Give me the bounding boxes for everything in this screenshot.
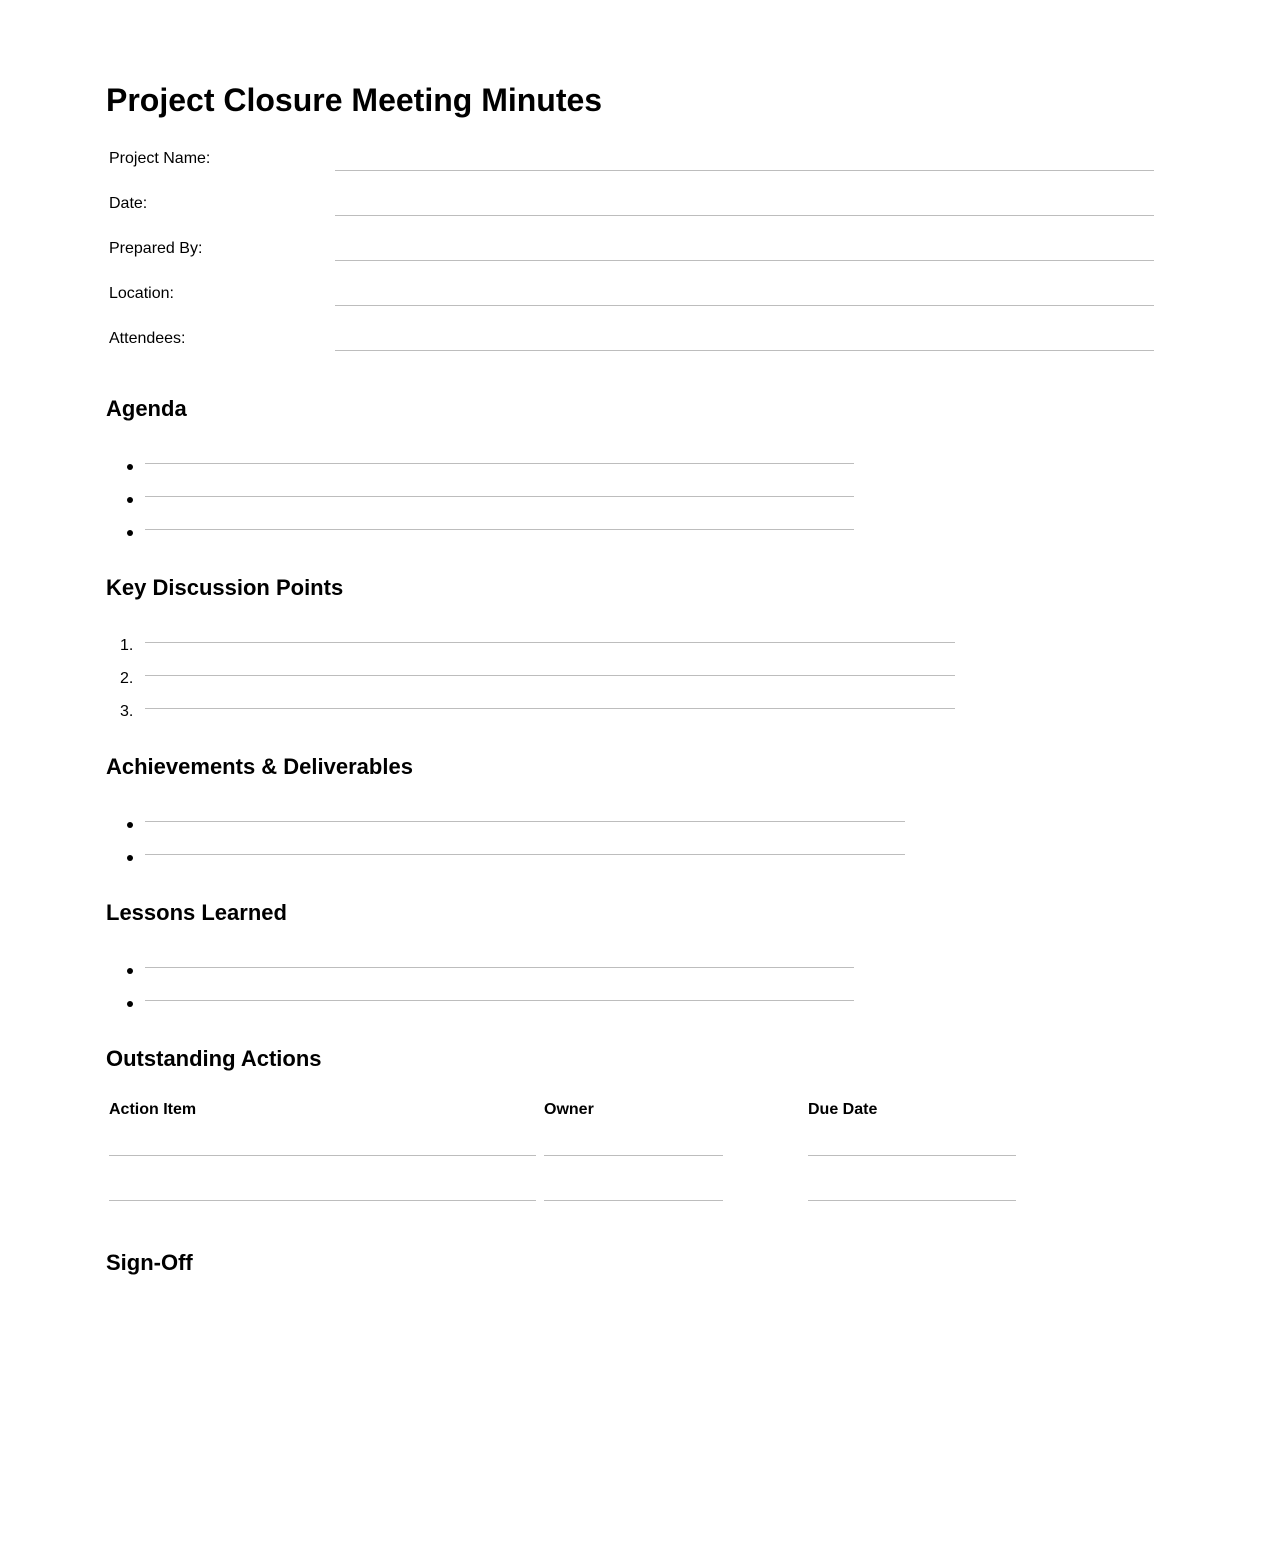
date-input-line[interactable]: [335, 215, 1154, 216]
achievement-item-line[interactable]: [145, 821, 905, 822]
bullet-icon: [127, 968, 133, 974]
list-number: 2.: [120, 670, 134, 687]
discussion-item-line[interactable]: [145, 708, 955, 709]
section-heading-discussion: Key Discussion Points: [106, 575, 344, 600]
location-input-line[interactable]: [335, 305, 1154, 306]
action-item-cell[interactable]: [109, 1155, 536, 1156]
agenda-item-line[interactable]: [145, 463, 854, 464]
attendees-input-line[interactable]: [335, 350, 1154, 351]
prepared-by-input-line[interactable]: [335, 260, 1154, 261]
agenda-item-line[interactable]: [145, 529, 854, 530]
column-header-due-date: Due Date: [808, 1101, 878, 1118]
owner-cell[interactable]: [544, 1200, 723, 1201]
field-label: Project Name:: [109, 150, 211, 167]
bullet-icon: [127, 822, 133, 828]
field-label: Date:: [109, 195, 148, 212]
field-label: Location:: [109, 285, 174, 302]
section-heading-actions: Outstanding Actions: [106, 1046, 322, 1071]
section-heading-signoff: Sign-Off: [106, 1250, 193, 1275]
bullet-icon: [127, 855, 133, 861]
action-item-cell[interactable]: [109, 1200, 536, 1201]
list-number: 3.: [120, 703, 134, 720]
bullet-icon: [127, 1001, 133, 1007]
due-date-cell[interactable]: [808, 1155, 1016, 1156]
lesson-item-line[interactable]: [145, 967, 854, 968]
section-heading-agenda: Agenda: [106, 396, 187, 421]
column-header-owner: Owner: [544, 1101, 594, 1118]
bullet-icon: [127, 497, 133, 503]
bullet-icon: [127, 464, 133, 470]
page-title: Project Closure Meeting Minutes: [106, 82, 603, 118]
achievement-item-line[interactable]: [145, 854, 905, 855]
section-heading-achievements: Achievements & Deliverables: [106, 754, 413, 779]
field-label: Prepared By:: [109, 240, 203, 257]
list-number: 1.: [120, 637, 134, 654]
bullet-icon: [127, 530, 133, 536]
field-label: Attendees:: [109, 330, 186, 347]
owner-cell[interactable]: [544, 1155, 723, 1156]
column-header-action-item: Action Item: [109, 1101, 197, 1118]
project-name-input-line[interactable]: [335, 170, 1154, 171]
due-date-cell[interactable]: [808, 1200, 1016, 1201]
discussion-item-line[interactable]: [145, 675, 955, 676]
section-heading-lessons: Lessons Learned: [106, 900, 287, 925]
agenda-item-line[interactable]: [145, 496, 854, 497]
lesson-item-line[interactable]: [145, 1000, 854, 1001]
discussion-item-line[interactable]: [145, 642, 955, 643]
